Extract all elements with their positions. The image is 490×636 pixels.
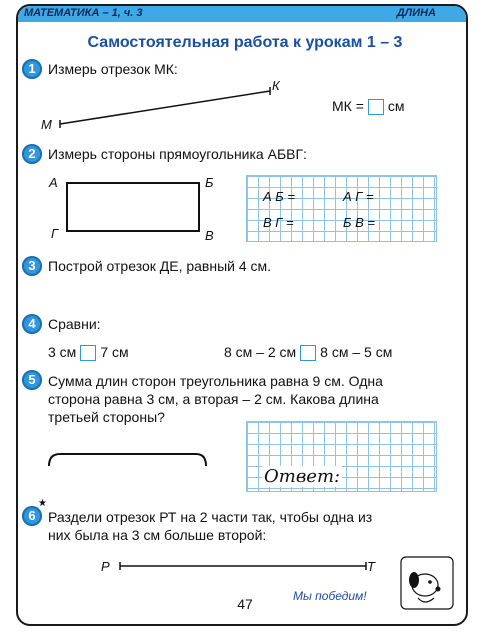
- triangle-sides-bracket: [49, 454, 206, 466]
- side-ab-label: А Б =: [263, 189, 295, 204]
- point-m-label: М: [41, 117, 52, 132]
- page-title: Самостоятельная работа к урокам 1 – 3: [87, 34, 403, 51]
- task-6-line-1: Раздели отрезок РТ на 2 части так, чтобы одна из: [48, 509, 373, 525]
- star-icon: ★: [38, 498, 47, 509]
- compare-left-b: 7 см: [100, 344, 129, 360]
- answer-label: Ответ:: [264, 466, 341, 487]
- rectangle-abvg: [67, 183, 199, 231]
- compare-right-a: 8 см – 2 см: [224, 344, 297, 360]
- task-6-line-2: них была на 3 см больше второй:: [48, 527, 267, 543]
- task-number-2: 2: [22, 144, 42, 164]
- point-t-label: Т: [367, 559, 375, 574]
- task-4-text: Сравни:: [48, 316, 101, 332]
- side-bv-label: Б В =: [343, 215, 375, 230]
- page-number: 47: [237, 596, 253, 612]
- task-number-5: 5: [22, 370, 42, 390]
- subject-label: МАТЕМАТИКА – 1, ч. 3: [24, 7, 143, 19]
- vertex-b-label: Б: [205, 175, 214, 190]
- vertex-v-label: В: [205, 228, 214, 243]
- task-1-text: Измерь отрезок МК:: [48, 61, 178, 77]
- segment-mk: [60, 91, 270, 124]
- task-5-line-1: Сумма длин сторон треугольника равна 9 см. Одна: [48, 373, 383, 389]
- topic-label: ДЛИНА: [396, 7, 436, 19]
- vertex-a-label: А: [49, 175, 58, 190]
- mk-unit-label: см: [387, 98, 405, 114]
- point-p-label: Р: [101, 559, 110, 574]
- task-number-1: 1: [22, 59, 42, 79]
- task-3-text: Построй отрезок ДЕ, равный 4 см.: [48, 258, 272, 274]
- point-k-label: К: [272, 78, 280, 93]
- task-number-3: 3: [22, 256, 42, 276]
- compare-left-a: 3 см: [48, 344, 77, 360]
- side-vg-label: В Г =: [263, 215, 294, 230]
- vertex-g-label: Г: [51, 226, 59, 241]
- task-number-4: 4: [22, 314, 42, 334]
- task-5-line-2: сторона равна 3 см, а вторая – 2 см. Какова длина: [48, 391, 379, 407]
- side-ag-label: А Г =: [343, 189, 374, 204]
- task-5-line-3: третьей стороны?: [48, 409, 165, 425]
- compare-right-b: 8 см – 5 см: [320, 344, 393, 360]
- slogan-text: Мы победим!: [293, 589, 367, 603]
- mk-equals-label: МК =: [332, 98, 364, 114]
- task-number-6: 6: [22, 506, 42, 526]
- task-2-text: Измерь стороны прямоугольника АБВГ:: [48, 146, 307, 162]
